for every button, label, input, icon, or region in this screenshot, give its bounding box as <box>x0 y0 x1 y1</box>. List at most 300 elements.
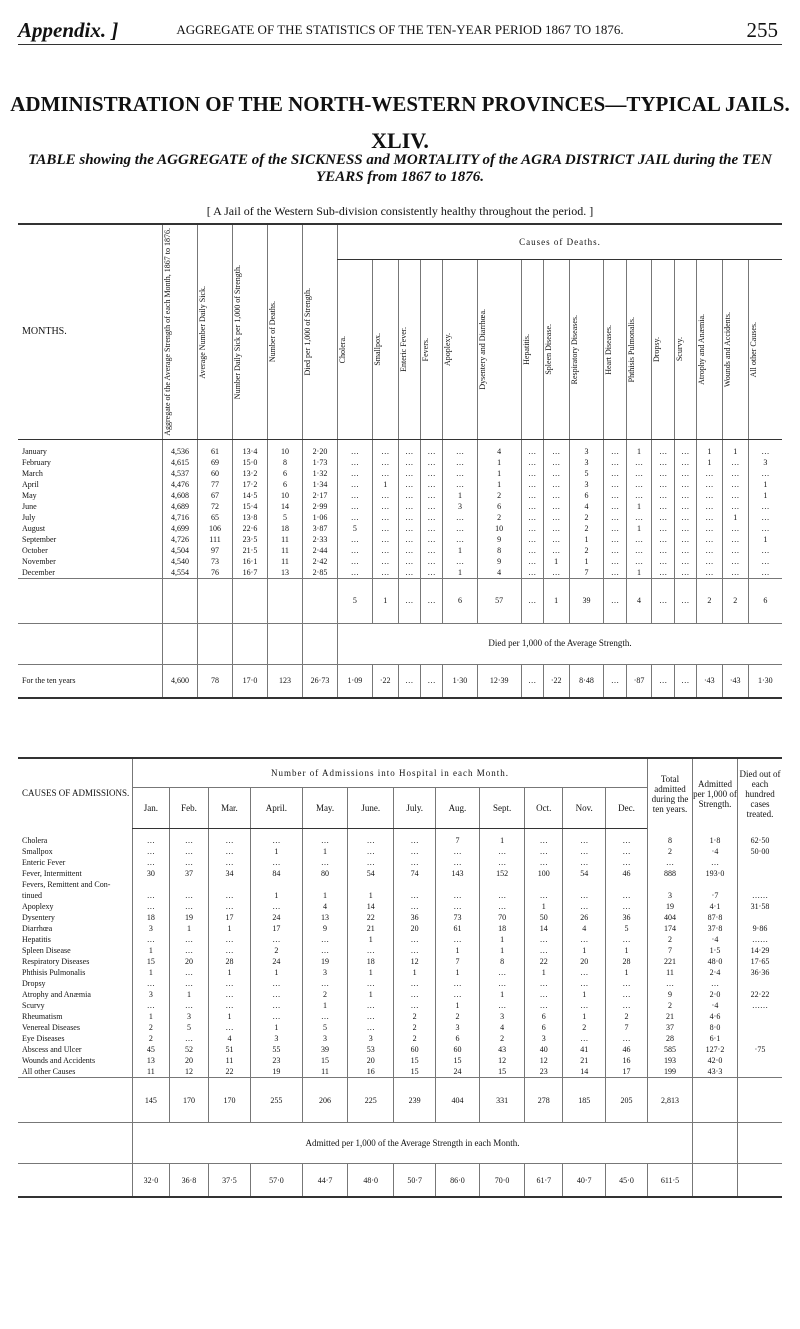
table-cell: 1·34 <box>303 479 338 490</box>
table-cell: … <box>209 989 251 1000</box>
table-row <box>18 545 782 556</box>
table-cell: 4 <box>477 439 521 457</box>
month-label: April <box>22 479 39 489</box>
table-cell: 15·0 <box>233 457 268 468</box>
table-cell: 8 <box>268 457 303 468</box>
table-cell: 6 <box>268 468 303 479</box>
table-cell: … <box>563 829 606 847</box>
table-cell: … <box>606 1000 648 1011</box>
admissions-table <box>18 757 782 1198</box>
table-cell: … <box>696 545 722 556</box>
table-cell: … <box>209 829 251 847</box>
ten-years-cell: … <box>652 664 674 698</box>
table-cell: … <box>169 846 208 857</box>
table-cell: 18 <box>479 923 524 934</box>
table-cell: … <box>394 901 436 912</box>
table-cell: 1 <box>626 501 652 512</box>
table-cell <box>303 879 348 890</box>
table-cell: 61 <box>198 439 233 457</box>
table-cell: 14·29 <box>738 945 783 956</box>
totals-label <box>18 1078 133 1123</box>
table-cell: 1 <box>348 989 394 1000</box>
table-subtitle: TABLE showing the AGGREGATE of the SICKNESS and MORTALITY of the AGRA DISTRICT JAIL during the TEN YEARS from 1867 to 1876. <box>28 152 772 185</box>
table-cell: … <box>250 989 302 1000</box>
table-cell: 20 <box>563 956 606 967</box>
cause-label: Dropsy <box>22 979 46 988</box>
table-cell: 21 <box>348 923 394 934</box>
table-cell: …… <box>738 934 783 945</box>
table-cell: … <box>372 439 398 457</box>
table-cell: … <box>521 457 543 468</box>
table-row <box>18 567 782 579</box>
table-cell <box>738 1033 783 1044</box>
table-cell: 3 <box>435 1022 479 1033</box>
table-cell: 1 <box>563 1011 606 1022</box>
table-cell: 3 <box>479 1011 524 1022</box>
table-cell: … <box>543 534 569 545</box>
table-cell: 40 <box>525 1044 563 1055</box>
table-cell: 37·8 <box>693 923 738 934</box>
cause-label: Fever, Intermittent <box>22 869 82 878</box>
cause-label: Abscess and Ulcer <box>22 1045 82 1054</box>
ten-years-cell: ·43 <box>696 664 722 698</box>
table-cell: … <box>543 501 569 512</box>
table-cell: … <box>394 1000 436 1011</box>
table-row <box>18 439 782 457</box>
table-cell: … <box>250 978 302 989</box>
table-cell: … <box>606 1033 648 1044</box>
table-cell: 13·8 <box>233 512 268 523</box>
table-cell: … <box>648 857 693 868</box>
table-cell: … <box>303 829 348 847</box>
table-cell: 55 <box>250 1044 302 1055</box>
table-cell: 2 <box>133 1033 170 1044</box>
cause-header <box>674 260 696 440</box>
table-cell: … <box>348 1011 394 1022</box>
table-cell: 8 <box>648 829 693 847</box>
empty-cell <box>233 578 268 623</box>
table-row <box>18 912 782 923</box>
table-cell: 13 <box>133 1055 170 1066</box>
table-cell: … <box>543 439 569 457</box>
table-cell: … <box>521 468 543 479</box>
ten-years-cell: … <box>674 664 696 698</box>
table-cell: … <box>525 857 563 868</box>
month-header: April. <box>250 788 302 829</box>
table-cell: … <box>652 556 674 567</box>
table-cell: 1 <box>348 890 394 901</box>
table-cell <box>563 879 606 890</box>
table-cell: … <box>169 1000 208 1011</box>
table-cell: 1 <box>250 1022 302 1033</box>
table-cell: 8 <box>477 545 521 556</box>
table-cell: … <box>169 945 208 956</box>
table-cell: 4·6 <box>693 1011 738 1022</box>
cause-label: Diarrhœa <box>22 924 53 933</box>
table-cell: … <box>394 890 436 901</box>
table-row <box>18 556 782 567</box>
table-cell: 21·5 <box>233 545 268 556</box>
ten-years-cell: 1·30 <box>748 664 782 698</box>
table-cell: … <box>674 439 696 457</box>
table-cell: 61 <box>435 923 479 934</box>
table-cell: … <box>674 523 696 534</box>
table-cell: … <box>563 967 606 978</box>
table-cell: 3·87 <box>303 523 338 534</box>
spacer-cell <box>18 1123 133 1164</box>
cause-label: Apoplexy <box>22 902 54 911</box>
table-row <box>18 934 782 945</box>
table-cell: … <box>394 857 436 868</box>
table-cell: 1 <box>250 967 302 978</box>
table-row <box>18 1000 782 1011</box>
table-cell: 15 <box>394 1066 436 1078</box>
table-cell <box>738 912 783 923</box>
table-cell: … <box>606 829 648 847</box>
table-cell: 16·7 <box>233 567 268 579</box>
totals-label <box>18 578 163 623</box>
empty-cell <box>163 623 198 664</box>
total-cell: 2,813 <box>648 1078 693 1123</box>
table-cell: … <box>169 829 208 847</box>
table-cell: … <box>398 545 420 556</box>
table-cell: 97 <box>198 545 233 556</box>
table-cell: … <box>479 967 524 978</box>
table-cell: … <box>521 556 543 567</box>
total-cell: 4 <box>626 578 652 623</box>
table-cell: … <box>338 501 373 512</box>
table-cell: … <box>348 978 394 989</box>
table-row <box>18 956 782 967</box>
table-cell: … <box>338 556 373 567</box>
table-cell: … <box>348 857 394 868</box>
table-cell: 1 <box>303 1000 348 1011</box>
month-label: July <box>22 512 36 522</box>
table-cell: … <box>420 534 442 545</box>
table-cell: … <box>748 545 782 556</box>
table-cell: … <box>338 512 373 523</box>
table-cell: 22·22 <box>738 989 783 1000</box>
table-cell <box>348 879 394 890</box>
table-cell: 2 <box>479 1033 524 1044</box>
table-cell: … <box>398 468 420 479</box>
table-cell: 53 <box>348 1044 394 1055</box>
table-cell: 7 <box>435 829 479 847</box>
table-cell: 20 <box>169 1055 208 1066</box>
table-row <box>18 457 782 468</box>
table-cell: … <box>626 479 652 490</box>
cause-header-label: All other Causes. <box>748 321 758 378</box>
table-cell: 17 <box>250 923 302 934</box>
column-header <box>303 224 338 439</box>
cause-header-label: Dysentery and Diarrhœa. <box>477 309 487 390</box>
table-cell: 15 <box>303 1055 348 1066</box>
cause-header-label: Wounds and Accidents. <box>722 311 732 387</box>
table-cell: 8 <box>479 956 524 967</box>
table-cell: … <box>443 457 478 468</box>
table-cell: … <box>420 523 442 534</box>
table-cell: 36 <box>606 912 648 923</box>
empty-cell <box>303 578 338 623</box>
table-cell <box>648 879 693 890</box>
table-cell: … <box>696 490 722 501</box>
table-cell: 4,537 <box>163 468 198 479</box>
table-cell: … <box>420 501 442 512</box>
cause-header-label: Spleen Disease. <box>543 324 553 375</box>
table-cell: 1 <box>443 490 478 501</box>
table-cell: … <box>303 945 348 956</box>
ten-years-cell: ·22 <box>372 664 398 698</box>
table-cell: … <box>420 567 442 579</box>
table-cell: 14 <box>348 901 394 912</box>
table-cell: 1 <box>250 846 302 857</box>
cause-header-label: Heart Diseases. <box>604 324 614 375</box>
table-cell: 6 <box>525 1011 563 1022</box>
total-cell: 39 <box>569 578 604 623</box>
total-cell: … <box>674 578 696 623</box>
page-title: ADMINISTRATION OF THE NORTH-WESTERN PROVINCES—TYPICAL JAILS. <box>10 92 790 116</box>
table-cell: 24 <box>435 1066 479 1078</box>
table-cell: … <box>674 501 696 512</box>
table-cell: 1 <box>209 1011 251 1022</box>
table-cell: … <box>338 479 373 490</box>
total-cell: 205 <box>606 1078 648 1123</box>
table-cell: 4 <box>569 501 604 512</box>
table-cell: 17·2 <box>233 479 268 490</box>
table-cell: 1 <box>303 890 348 901</box>
table-cell: 3 <box>250 1033 302 1044</box>
total-cell: 404 <box>435 1078 479 1123</box>
table-cell: … <box>563 857 606 868</box>
ten-years-cell: 17·0 <box>233 664 268 698</box>
cause-header-label: Hepatitis. <box>521 333 531 365</box>
table-cell: … <box>338 468 373 479</box>
table-cell: 2·85 <box>303 567 338 579</box>
table-cell: 28 <box>209 956 251 967</box>
table-cell: … <box>420 439 442 457</box>
table-cell: … <box>372 545 398 556</box>
table-cell: 43·3 <box>693 1066 738 1078</box>
per-1000-caption: Died per 1,000 of the Average Strength. <box>338 623 783 664</box>
table-cell: 1 <box>525 901 563 912</box>
table-cell: ·4 <box>693 846 738 857</box>
table-cell: … <box>626 556 652 567</box>
table-cell: 10 <box>268 439 303 457</box>
table-row <box>18 1066 782 1078</box>
table-cell: 1 <box>722 512 748 523</box>
table-cell: 11 <box>268 556 303 567</box>
table-cell: … <box>674 479 696 490</box>
table-cell: … <box>626 490 652 501</box>
ten-years-cell: … <box>521 664 543 698</box>
table-cell: 70 <box>479 912 524 923</box>
empty-cell <box>738 1164 783 1198</box>
table-cell: 18 <box>133 912 170 923</box>
table-cell: … <box>348 1000 394 1011</box>
ten-years-cell: 26·73 <box>303 664 338 698</box>
cause-label: Venereal Diseases <box>22 1023 80 1032</box>
total-cell: 170 <box>169 1078 208 1123</box>
table-cell: … <box>604 490 626 501</box>
table-cell: … <box>133 829 170 847</box>
table-cell: … <box>209 890 251 901</box>
total-cell: 225 <box>348 1078 394 1123</box>
table-cell: 15 <box>435 1055 479 1066</box>
table-cell: 1 <box>479 934 524 945</box>
table-cell: … <box>394 846 436 857</box>
table-cell: 152 <box>479 868 524 879</box>
table-cell: … <box>479 1000 524 1011</box>
table-cell: 5 <box>303 1022 348 1033</box>
cause-header-label: Respiratory Diseases. <box>569 314 579 385</box>
table-cell: 2 <box>435 1011 479 1022</box>
table-cell: 11 <box>303 1066 348 1078</box>
table-cell: … <box>443 512 478 523</box>
table-cell: … <box>348 1022 394 1033</box>
table-cell: 31·58 <box>738 901 783 912</box>
month-header: Feb. <box>169 788 208 829</box>
month-header: May. <box>303 788 348 829</box>
table-cell: 2 <box>394 1033 436 1044</box>
table-cell: … <box>443 468 478 479</box>
table-cell: … <box>696 523 722 534</box>
table-cell: 22 <box>525 956 563 967</box>
table-cell: … <box>479 901 524 912</box>
table-cell: 54 <box>348 868 394 879</box>
ten-years-cell: … <box>420 664 442 698</box>
table-row <box>18 868 782 879</box>
table-cell: … <box>348 846 394 857</box>
table-cell: … <box>443 439 478 457</box>
table-cell: 1 <box>394 967 436 978</box>
table-cell: … <box>133 857 170 868</box>
table-cell: 1 <box>250 890 302 901</box>
month-header: Dec. <box>606 788 648 829</box>
table-cell: … <box>169 978 208 989</box>
table-cell: … <box>209 978 251 989</box>
table-row <box>18 490 782 501</box>
table-row <box>18 1055 782 1066</box>
table-cell: … <box>722 545 748 556</box>
table-cell: 1 <box>626 523 652 534</box>
table-cell: 14·5 <box>233 490 268 501</box>
cause-label: Atrophy and Anæmia <box>22 990 91 999</box>
cause-label: Respiratory Diseases <box>22 957 90 966</box>
table-cell: … <box>525 934 563 945</box>
column-header-label: Died per 1,000 of Strength. <box>303 288 312 376</box>
table-cell: 46 <box>606 868 648 879</box>
table-cell: … <box>521 523 543 534</box>
mortality-table <box>18 223 782 699</box>
table-cell: 199 <box>648 1066 693 1078</box>
table-cell: 3 <box>169 1011 208 1022</box>
table-cell: 1 <box>606 945 648 956</box>
per-1000-cell: 44·7 <box>303 1164 348 1198</box>
table-cell: 1 <box>133 1011 170 1022</box>
table-cell: … <box>250 901 302 912</box>
table-cell: 1 <box>606 967 648 978</box>
table-cell: … <box>443 556 478 567</box>
month-header: Mar. <box>209 788 251 829</box>
table-cell: 9·86 <box>738 923 783 934</box>
table-cell: 14 <box>525 923 563 934</box>
table-cell: … <box>521 567 543 579</box>
table-cell: 36·36 <box>738 967 783 978</box>
table-cell: … <box>606 846 648 857</box>
appendix-label: Appendix. ] <box>18 18 119 42</box>
ten-years-cell: ·43 <box>722 664 748 698</box>
table-cell: 3 <box>133 923 170 934</box>
table-cell: … <box>133 846 170 857</box>
table-cell: … <box>652 479 674 490</box>
column-header <box>233 224 268 439</box>
table-cell: 404 <box>648 912 693 923</box>
table-cell: 1 <box>477 468 521 479</box>
table-cell: 1 <box>569 556 604 567</box>
table-cell: 2 <box>648 1000 693 1011</box>
table-cell <box>738 1022 783 1033</box>
table-cell: … <box>479 890 524 901</box>
table-cell: 2 <box>569 545 604 556</box>
per-1000-cell: 45·0 <box>606 1164 648 1198</box>
table-cell: … <box>169 890 208 901</box>
cause-label: Smallpox <box>22 847 53 856</box>
table-cell: 12 <box>525 1055 563 1066</box>
table-cell: … <box>722 490 748 501</box>
month-label: February <box>22 457 51 467</box>
table-cell: 74 <box>394 868 436 879</box>
table-row <box>18 468 782 479</box>
table-cell: 30 <box>133 868 170 879</box>
table-cell: 3 <box>569 457 604 468</box>
table-row <box>18 829 782 847</box>
table-cell: 1 <box>169 989 208 1000</box>
table-cell: 23 <box>250 1055 302 1066</box>
table-cell: … <box>543 512 569 523</box>
table-cell: 1 <box>209 923 251 934</box>
ten-years-cell: … <box>604 664 626 698</box>
table-cell: … <box>209 1000 251 1011</box>
table-cell: … <box>250 857 302 868</box>
table-cell <box>738 1066 783 1078</box>
table-cell: … <box>133 978 170 989</box>
cause-header <box>521 260 543 440</box>
total-cell: … <box>604 578 626 623</box>
table-cell: 4,554 <box>163 567 198 579</box>
table-cell: … <box>479 846 524 857</box>
table-cell: …… <box>738 1000 783 1011</box>
cause-label: Rheumatism <box>22 1012 63 1021</box>
table-cell: … <box>372 567 398 579</box>
table-cell: 24 <box>250 912 302 923</box>
table-cell: … <box>398 512 420 523</box>
table-cell: 5 <box>338 523 373 534</box>
empty-cell <box>738 1123 783 1164</box>
table-cell: … <box>169 1033 208 1044</box>
table-cell: 7 <box>606 1022 648 1033</box>
table-cell: 46 <box>606 1044 648 1055</box>
table-cell: … <box>250 1000 302 1011</box>
table-cell: … <box>420 490 442 501</box>
empty-cell <box>693 1123 738 1164</box>
cause-label: Eye Diseases <box>22 1034 65 1043</box>
total-cell: 1 <box>372 578 398 623</box>
empty-cell <box>198 623 233 664</box>
table-cell: … <box>338 457 373 468</box>
ten-years-cell: 8·48 <box>569 664 604 698</box>
total-cell: 239 <box>394 1078 436 1123</box>
table-cell: 13 <box>303 912 348 923</box>
